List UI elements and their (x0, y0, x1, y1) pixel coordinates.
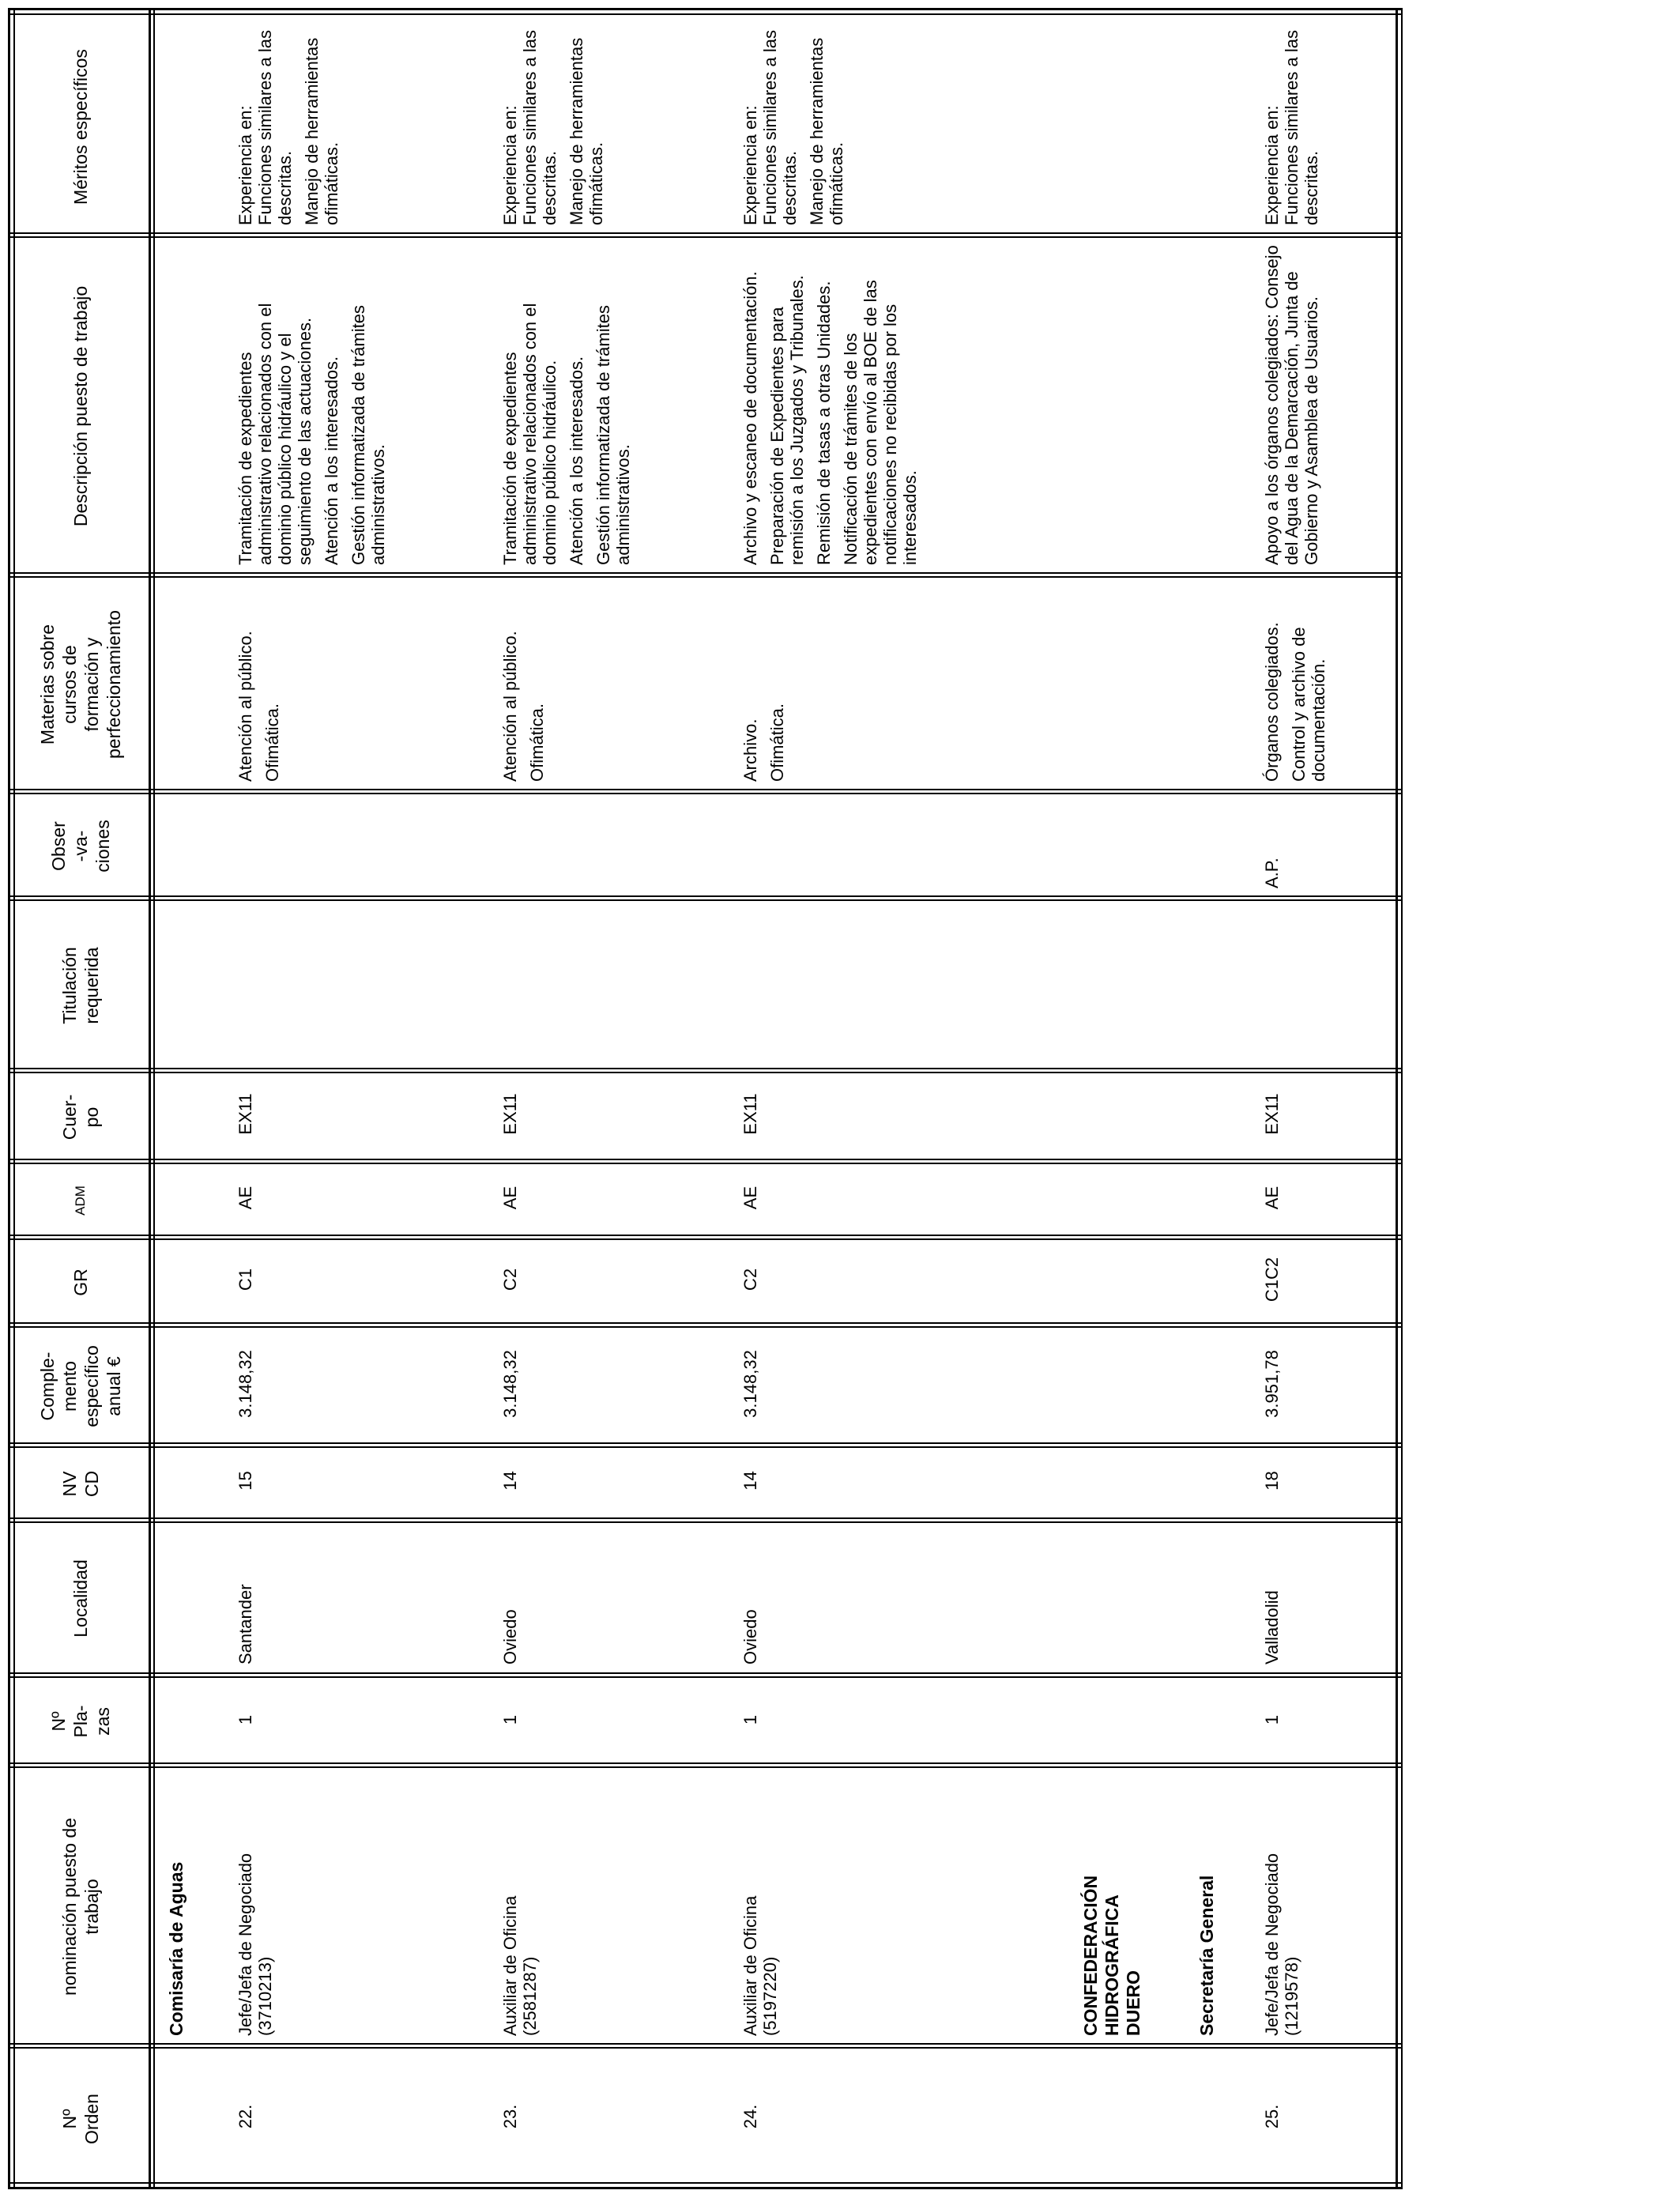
header-localidad: Localidad (70, 1559, 91, 1638)
grid-line (1401, 8, 1403, 2189)
cell-orden: 22. (235, 2104, 255, 2129)
cell-nv-cd: 18 (1262, 1471, 1282, 1491)
header-nv-cd: NV CD (59, 1470, 102, 1498)
cell-plazas: 1 (235, 1714, 255, 1725)
header-titulacion: Titulación requerida (59, 947, 102, 1024)
grid-line (8, 1326, 1403, 1328)
grid-line (8, 793, 1403, 794)
section-comisaria: Comisaría de Aguas (166, 1861, 186, 2036)
cell-meritos (740, 28, 853, 225)
cell-nv-cd: 15 (235, 1471, 255, 1491)
cell-descripcion-item: Tramitación de expedientes administrativo relacionados con el dominio público hidráulico y el seguimiento de las actuaciones. (235, 303, 315, 565)
header-meritos: Méritos específicos (70, 49, 91, 205)
grid-line (8, 1766, 1403, 1768)
grid-line (8, 1762, 1403, 1764)
grid-line (13, 8, 15, 2189)
cell-materias-item: Atención al público. (235, 631, 255, 782)
cell-materias (235, 584, 289, 782)
grid-line (8, 1446, 1403, 1448)
cell-materias-item: Ofimática. (262, 703, 282, 782)
cell-descripcion (740, 245, 927, 565)
cell-materias-item: Ofimática. (527, 703, 547, 782)
cell-adm: AE (235, 1186, 255, 1210)
header-plazas: Nº Pla- zas (48, 1705, 113, 1738)
cell-gr: C2 (500, 1268, 520, 1291)
cell-denominacion: Auxiliar de Oficina (5197220) (740, 1895, 780, 2036)
header-adm: ADM (73, 1186, 88, 1216)
cell-materias (740, 584, 794, 782)
grid-line (8, 1676, 1403, 1678)
grid-line (8, 2187, 1403, 2189)
cell-localidad: Valladolid (1262, 1590, 1282, 1664)
cell-complemento: 3.148,32 (500, 1350, 520, 1418)
grid-line (8, 232, 1403, 234)
cell-gr: C1C2 (1262, 1257, 1282, 1302)
cell-materias-item: Órganos colegiados. (1262, 622, 1282, 782)
cell-plazas: 1 (1262, 1714, 1282, 1725)
cell-plazas: 1 (740, 1714, 760, 1725)
cell-orden: 24. (740, 2104, 760, 2129)
cell-descripcion-item: Atención a los interesados. (567, 356, 586, 565)
header-materias: Materias sobre cursos de formación y perfeccionamiento (37, 610, 124, 759)
cell-descripcion-item: Preparación de Expedientes para remisión a los Juzgados y Tribunales. (767, 275, 807, 565)
grid-line (8, 1442, 1403, 1444)
cell-meritos (500, 28, 613, 225)
cell-complemento: 3.148,32 (740, 1350, 760, 1418)
cell-meritos-item: Manejo de herramientas ofimáticas. (302, 37, 341, 225)
cell-meritos-item: Experiencia en: Funciones similares a las descritas. (1262, 30, 1321, 225)
cell-descripcion-item: Gestión informatizada de trámites administrativos. (348, 305, 388, 565)
section-secretaria: Secretaría General (1196, 1875, 1217, 2036)
grid-line (8, 1672, 1403, 1674)
cell-denominacion: Auxiliar de Oficina (2581287) (500, 1895, 540, 2036)
cell-localidad: Oviedo (500, 1609, 520, 1664)
grid-line (8, 8, 10, 2189)
cell-denominacion: Jefe/Jefa de Negociado (1219578) (1262, 1853, 1301, 2036)
grid-line (8, 236, 1403, 238)
cell-descripcion-item: Notificación de trámites de los expedientes con envío al BOE de las notificaciones no recibidas por los interesados. (841, 280, 920, 565)
cell-adm: AE (1262, 1186, 1282, 1210)
cell-complemento: 3.951,78 (1262, 1350, 1282, 1418)
cell-materias (500, 584, 554, 782)
header-cuerpo: Cuer- po (59, 1094, 102, 1140)
cell-gr: C2 (740, 1268, 760, 1291)
cell-adm: AE (740, 1186, 760, 1210)
grid-line (8, 789, 1403, 790)
grid-line (8, 1238, 1403, 1240)
cell-descripcion-item: Tramitación de expedientes administrativo relacionados con el dominio público hidráulico. (500, 303, 559, 565)
cell-meritos (1262, 28, 1328, 225)
grid-line (8, 1235, 1403, 1236)
cell-nv-cd: 14 (740, 1471, 760, 1491)
cell-meritos-item: Manejo de herramientas ofimáticas. (807, 37, 846, 225)
cell-localidad: Santander (235, 1584, 255, 1664)
cell-observaciones: A.P. (1262, 858, 1282, 888)
section-confederacion: CONFEDERACIÓN HIDROGRÁFICA DUERO (1080, 1875, 1143, 2036)
grid-line (8, 13, 1403, 15)
cell-descripcion (500, 245, 640, 565)
cell-meritos (235, 28, 348, 225)
cell-descripcion-item: Atención a los interesados. (322, 356, 341, 565)
cell-descripcion-item: Remisión de tasas a otras Unidades. (814, 281, 834, 565)
cell-orden: 25. (1262, 2104, 1282, 2129)
grid-line (8, 1068, 1403, 1069)
cell-meritos-item: Manejo de herramientas ofimáticas. (567, 37, 606, 225)
cell-descripcion-item: Apoyo a los órganos colegiados: Consejo del Agua de la Demarcación, Junta de Gobierno y Asamblea de Usuarios. (1262, 245, 1321, 565)
cell-gr: C1 (235, 1268, 255, 1291)
cell-materias-item: Control y archivo de documentación. (1289, 627, 1328, 782)
cell-meritos-item: Experiencia en: Funciones similares a las descritas. (235, 30, 295, 225)
grid-line (8, 572, 1403, 574)
grid-line (8, 1521, 1403, 1523)
grid-line (1396, 8, 1398, 2189)
cell-materias-item: Ofimática. (767, 703, 787, 782)
grid-line (8, 1072, 1403, 1073)
cell-nv-cd: 14 (500, 1471, 520, 1491)
cell-complemento: 3.148,32 (235, 1350, 255, 1418)
grid-line (8, 899, 1403, 901)
header-descripcion: Descripción puesto de trabajo (70, 285, 91, 527)
header-orden: Nº Orden (59, 2094, 102, 2144)
cell-cuerpo: EX11 (235, 1093, 255, 1135)
cell-materias-item: Atención al público. (500, 631, 520, 782)
cell-denominacion: Jefe/Jefa de Negociado (3710213) (235, 1853, 275, 2036)
cell-materias (1262, 584, 1335, 782)
cell-meritos-item: Experiencia en: Funciones similares a las descritas. (500, 30, 559, 225)
cell-materias-item: Archivo. (740, 718, 760, 782)
grid-line (8, 1159, 1403, 1160)
grid-line (149, 8, 151, 2189)
cell-cuerpo: EX11 (1262, 1093, 1282, 1135)
grid-line (8, 2043, 1403, 2045)
cell-descripcion (1262, 245, 1328, 565)
grid-line (8, 1517, 1403, 1519)
grid-line (8, 2182, 1403, 2184)
grid-line (8, 2047, 1403, 2049)
grid-line (8, 1163, 1403, 1164)
cell-cuerpo: EX11 (500, 1093, 520, 1135)
cell-descripcion-item: Archivo y escaneo de documentación. (740, 271, 760, 565)
cell-meritos-item: Experiencia en: Funciones similares a las descritas. (740, 30, 800, 225)
grid-line (153, 8, 155, 2189)
cell-adm: AE (500, 1186, 520, 1210)
cell-descripcion-item: Gestión informatizada de trámites administrativos. (593, 305, 633, 565)
grid-line (8, 1322, 1403, 1324)
grid-line (8, 8, 1403, 10)
cell-localidad: Oviedo (740, 1609, 760, 1664)
cell-descripcion (235, 245, 395, 565)
header-complemento: Comple- mento específico anual € (37, 1345, 124, 1427)
header-observaciones: Obser -va- ciones (48, 820, 113, 873)
grid-line (8, 895, 1403, 897)
header-denominacion: nominación puesto de trabajo (59, 1817, 102, 1996)
header-gr: GR (70, 1269, 91, 1296)
cell-plazas: 1 (500, 1714, 520, 1725)
cell-cuerpo: EX11 (740, 1093, 760, 1135)
cell-orden: 23. (500, 2104, 520, 2129)
grid-line (8, 576, 1403, 578)
